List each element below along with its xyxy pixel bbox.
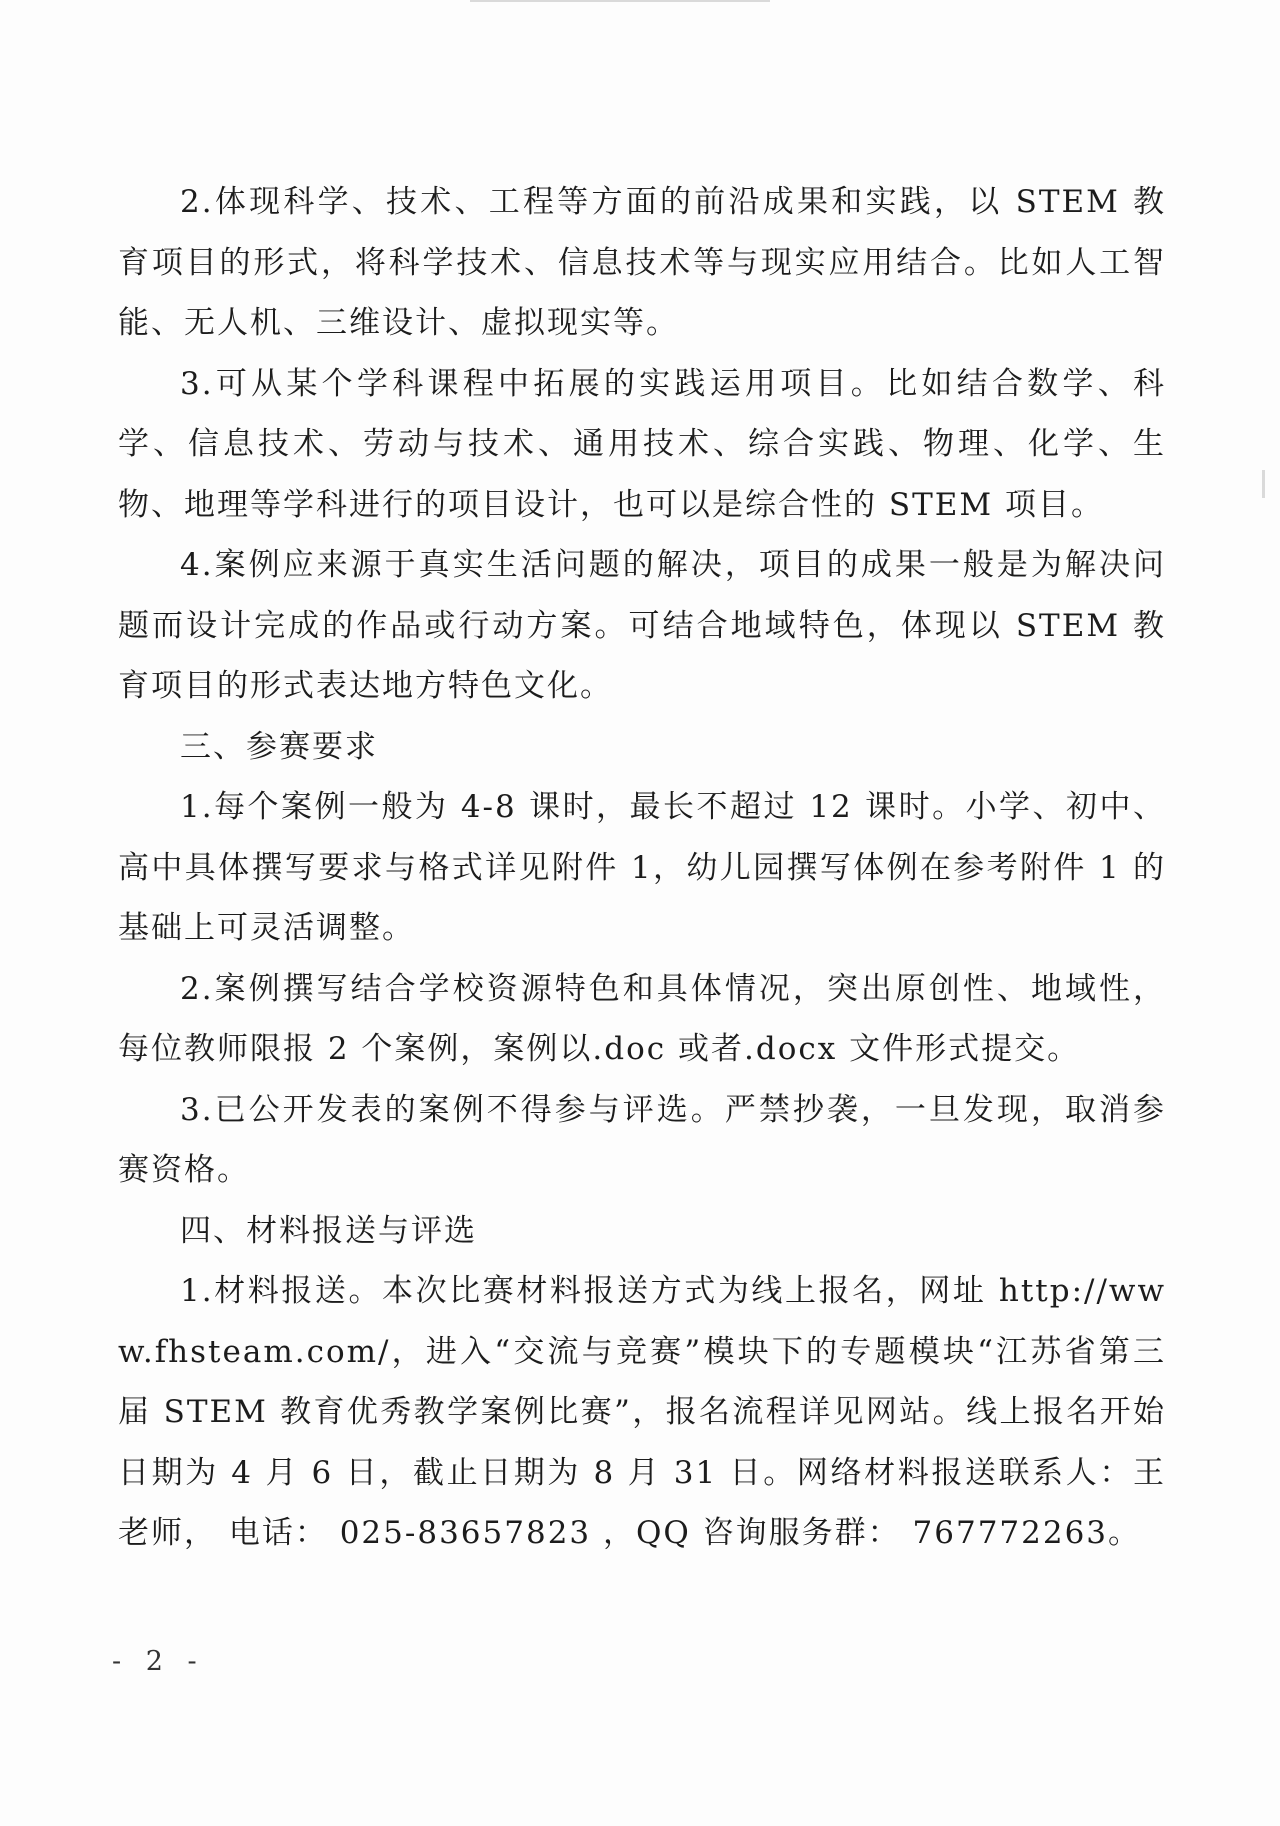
- scan-artifact-top: [470, 0, 770, 2]
- paragraph-item-2: 2.体现科学、技术、工程等方面的前沿成果和实践，以 STEM 教育项目的形式，将科学技术、信息技术等与现实应用结合。比如人工智能、无人机、三维设计、虚拟现实等。: [118, 184, 1166, 341]
- section-heading-submission: 四、材料报送与评选: [180, 1212, 477, 1249]
- document-body: [118, 172, 1166, 1564]
- requirement-item-2: 2.案例撰写结合学校资源特色和具体情况，突出原创性、地域性，每位教师限报 2 个案例，案例以.doc 或者.docx 文件形式提交。: [118, 970, 1166, 1067]
- requirement-item-1: 1.每个案例一般为 4-8 课时，最长不超过 12 课时。小学、初中、高中具体撰写要求与格式详见附件 1，幼儿园撰写体例在参考附件 1 的基础上可灵活调整。: [118, 789, 1166, 946]
- page-number: - 2 -: [112, 1646, 205, 1677]
- scan-artifact-right: [1262, 470, 1265, 498]
- paragraph-item-4: 4.案例应来源于真实生活问题的解决，项目的成果一般是为解决问题而设计完成的作品或行动方案。可结合地域特色，体现以 STEM 教育项目的形式表达地方特色文化。: [118, 547, 1166, 704]
- submission-item-1: 1.材料报送。本次比赛材料报送方式为线上报名，网址 http://www.fhsteam.com/，进入“交流与竞赛”模块下的专题模块“江苏省第三届 STEM 教育优秀教学案例比赛”，报名流程详见网站。线上报名开始日期为 4 月 6 日，截止日期为 8 月 31 日。网络材料报送联系人：王老师， 电话： 025-83657823 ，QQ 咨询服务群： 767772263。: [118, 1273, 1166, 1551]
- section-heading-requirements: 三、参赛要求: [180, 728, 378, 765]
- paragraph-item-3: 3.可从某个学科课程中拓展的实践运用项目。比如结合数学、科学、信息技术、劳动与技术、通用技术、综合实践、物理、化学、生物、地理等学科进行的项目设计，也可以是综合性的 STEM 项目。: [118, 365, 1166, 523]
- requirement-item-3: 3.已公开发表的案例不得参与评选。严禁抄袭，一旦发现，取消参赛资格。: [118, 1091, 1166, 1188]
